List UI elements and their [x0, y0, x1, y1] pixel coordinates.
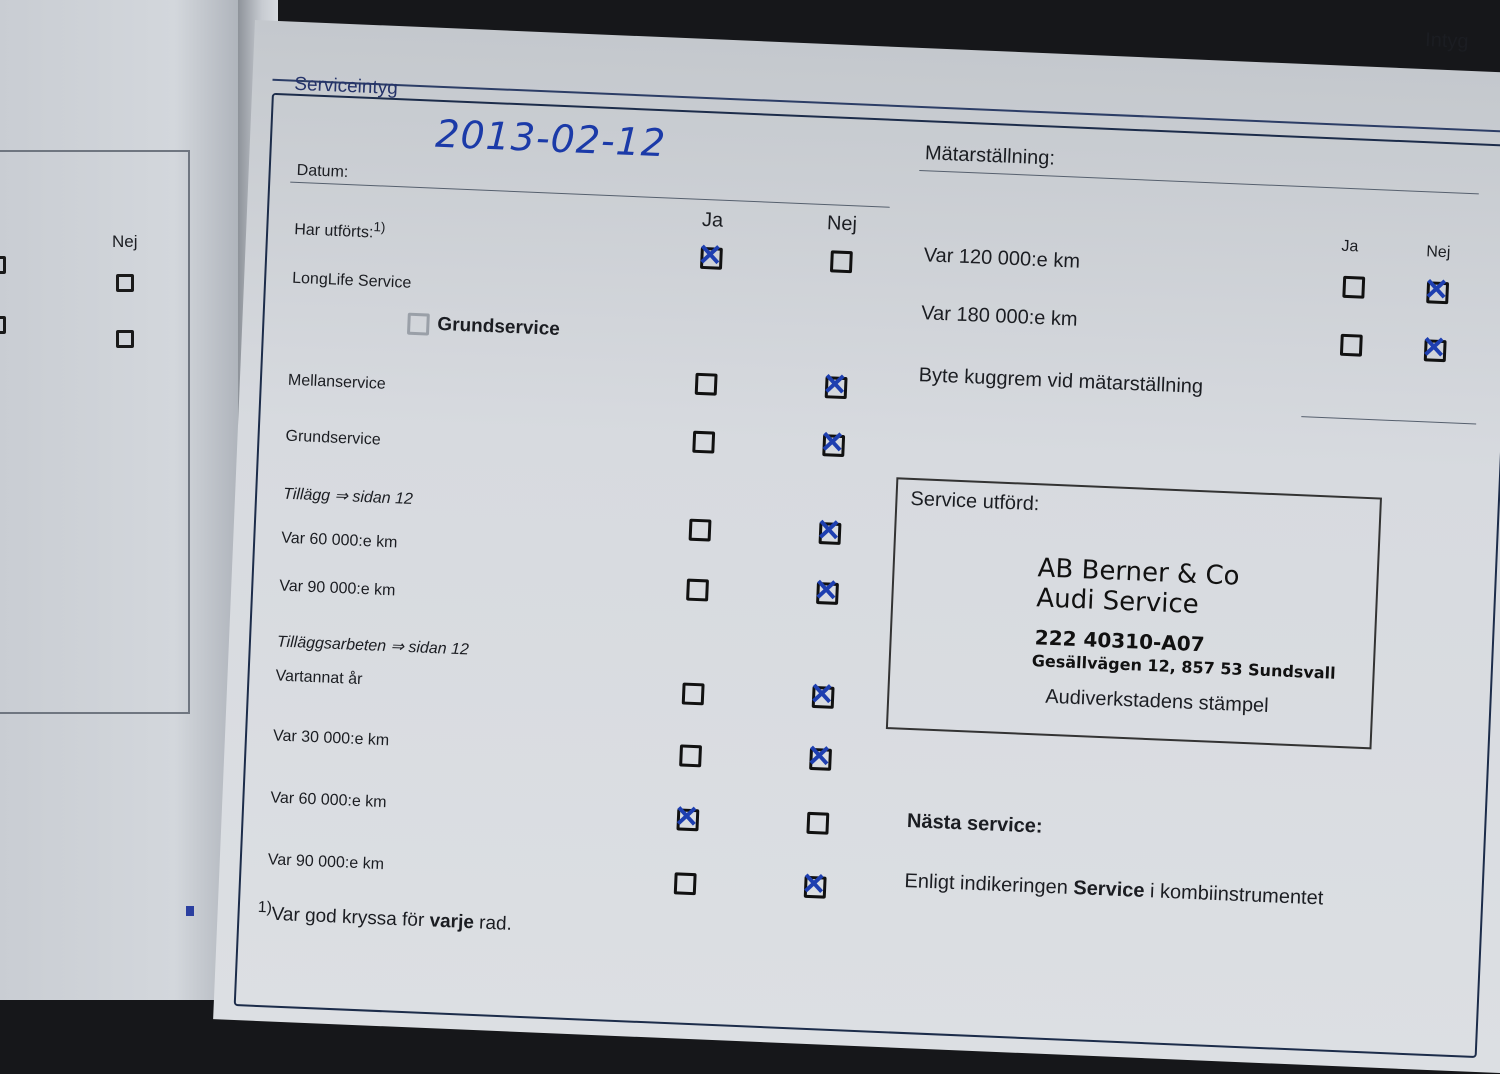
row-label-var90b: Var 90 000:e km [267, 851, 385, 874]
var60-yes-checkbox[interactable] [689, 519, 712, 542]
grundservice-yes-checkbox[interactable] [692, 431, 715, 454]
check-mark: ✕ [821, 368, 849, 403]
var60-no-checkbox[interactable] [815, 513, 842, 548]
row-label-longlife: LongLife Service [291, 269, 412, 292]
row-label-grundservice: Grundservice [285, 427, 382, 449]
row-label-var30: Var 30 000:e km [272, 727, 390, 750]
stamp-line3: 222 40310-A07 [1034, 625, 1206, 657]
left-checkbox[interactable] [116, 274, 134, 292]
section-header: Intyg [1424, 29, 1469, 53]
row-label-var90: Var 90 000:e km [278, 577, 396, 600]
check-mark: ✕ [819, 426, 846, 461]
check-mark: ✕ [696, 238, 724, 273]
next-service-text: Enligt indikeringen Service i kombiinstrumentet [904, 869, 1324, 910]
check-mark: ✕ [1423, 273, 1450, 308]
var120-yes-checkbox[interactable] [1342, 276, 1365, 299]
check-mark: ✕ [808, 677, 836, 712]
vartannat-yes-checkbox[interactable] [682, 682, 705, 705]
var180-yes-checkbox[interactable] [1340, 334, 1363, 357]
grundservice-option-checkbox[interactable] [407, 313, 430, 336]
row-label-tillaggsarbeten: Tilläggsarbeten ⇒ sidan 12 [276, 633, 470, 659]
check-mark: ✕ [805, 739, 833, 774]
row-label-var60b: Var 60 000:e km [270, 789, 387, 812]
column-no: Nej [826, 212, 858, 236]
footnote: $^{1)}$Var god kryssa för varje rad. [257, 898, 513, 935]
var30-no-checkbox[interactable] [805, 739, 833, 774]
stamp-line4: Gesällvägen 12, 857 53 Sundsvall [1031, 651, 1336, 683]
mellanservice-no-checkbox[interactable] [821, 368, 849, 403]
left-checkbox[interactable] [0, 256, 6, 274]
column-yes: Ja [701, 208, 724, 232]
right-column-yes: Ja [1341, 237, 1359, 256]
stamp-caption: Audiverkstadens stämpel [1044, 685, 1270, 718]
left-column-no: Nej [112, 232, 138, 251]
right-row-var120: Var 120 000:e km [923, 244, 1081, 273]
var60b-yes-checkbox[interactable] [673, 800, 700, 835]
date-label: Datum: [296, 161, 349, 182]
var180-no-checkbox[interactable] [1420, 331, 1448, 366]
row-label-var60: Var 60 000:e km [280, 529, 398, 552]
check-mark: ✕ [673, 800, 700, 835]
var90-no-checkbox[interactable] [812, 573, 840, 608]
service-done-label: Service utförd: [910, 487, 1040, 516]
check-mark: ✕ [1420, 331, 1448, 366]
date-value[interactable]: 2013-02-12 [434, 111, 667, 166]
right-row-var180: Var 180 000:e km [920, 302, 1079, 331]
left-page [0, 0, 250, 1000]
var90-yes-checkbox[interactable] [686, 579, 709, 602]
longlife-yes-checkbox[interactable] [696, 238, 724, 273]
left-checkbox[interactable] [116, 330, 134, 348]
right-page [213, 20, 1500, 1074]
mellanservice-yes-checkbox[interactable] [695, 373, 718, 396]
meter-label: Mätarställning: [924, 142, 1056, 170]
row-label-vartannat: Vartannat år [275, 667, 363, 689]
right-row-kuggrem: Byte kuggrem vid mätarställning [918, 364, 1204, 399]
vartannat-no-checkbox[interactable] [808, 677, 836, 712]
var90b-yes-checkbox[interactable] [674, 872, 697, 895]
row-label-tillagg: Tillägg ⇒ sidan 12 [282, 485, 414, 509]
check-mark: ✕ [815, 513, 842, 548]
next-service-label: Nästa service: [906, 810, 1044, 838]
row-label-mellanservice: Mellanservice [287, 371, 387, 393]
grundservice-no-checkbox[interactable] [819, 426, 846, 461]
stamp-line1: AB Berner & Co [1037, 553, 1241, 592]
performed-label: Har utförts:$^{1)}$ [293, 219, 386, 242]
var30-yes-checkbox[interactable] [679, 744, 702, 767]
left-page-frame [0, 150, 190, 714]
check-mark: ✕ [812, 573, 840, 608]
row-label-grundservice-option: Grundservice [436, 313, 561, 341]
var120-no-checkbox[interactable] [1423, 273, 1450, 308]
right-column-no: Nej [1425, 243, 1451, 262]
var60b-no-checkbox[interactable] [806, 812, 829, 835]
var90b-no-checkbox[interactable] [800, 867, 828, 902]
page-title: Serviceintyg [293, 73, 399, 100]
left-checkbox[interactable] [0, 316, 6, 334]
longlife-no-checkbox[interactable] [830, 250, 853, 273]
stamp-line2: Audi Service [1035, 583, 1200, 621]
check-mark: ✕ [800, 867, 828, 902]
page-marker [186, 906, 194, 916]
